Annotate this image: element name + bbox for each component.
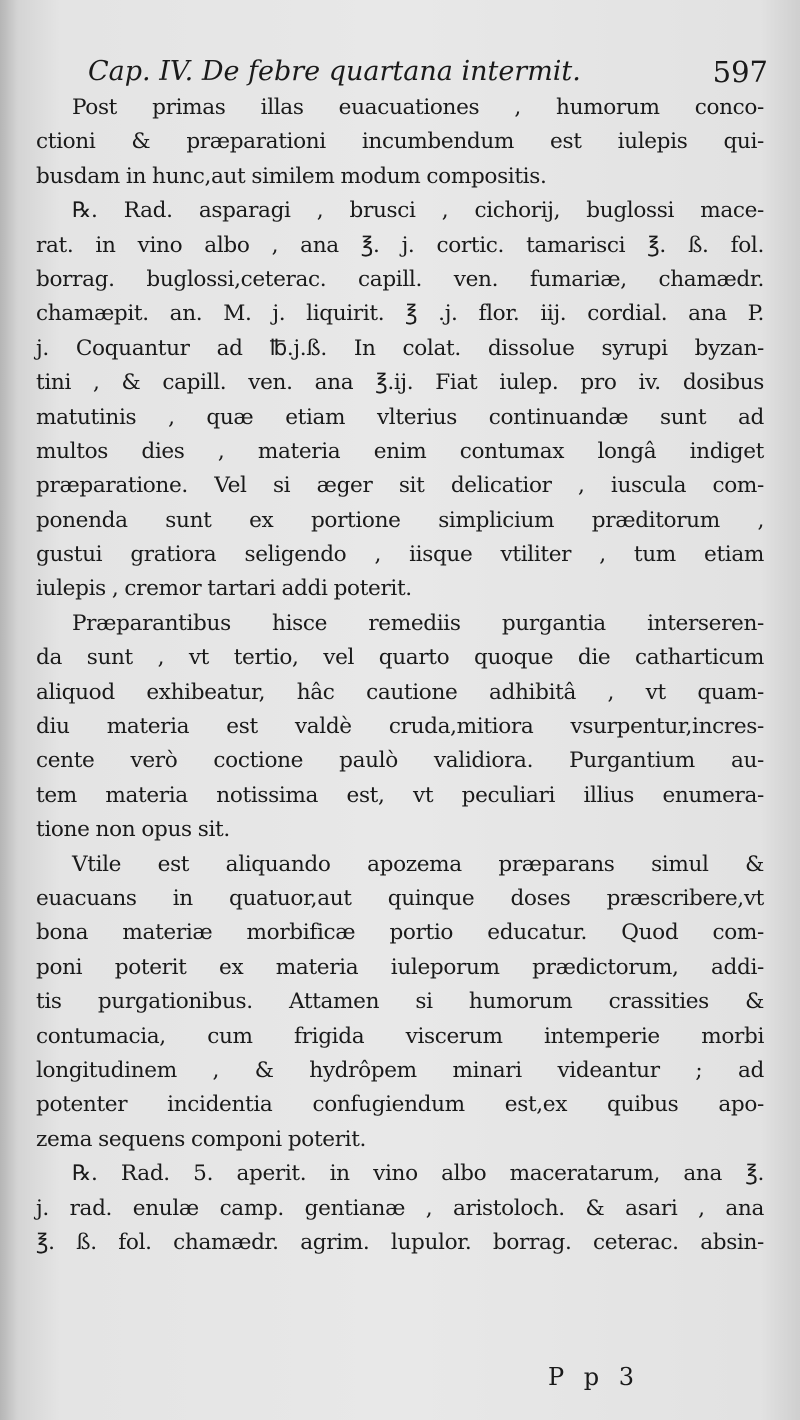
text-line: borrag. buglossi,ceterac. capill. ven. fumariæ, chamædr. bbox=[36, 266, 764, 292]
text-line: ℞. Rad. asparagi , brusci , cichorij, buglossi mace- bbox=[72, 198, 764, 224]
text-line: j. Coquantur ad ℔.j.ß. In colat. dissolue syrupi byzan- bbox=[36, 335, 764, 361]
text-line: da sunt , vt tertio, vel quarto quoque die catharticum bbox=[36, 645, 764, 671]
paragraph bbox=[36, 848, 764, 1158]
text-line: ctioni & præparationi incumbendum est iulepis qui- bbox=[36, 129, 764, 155]
page-number: 597 bbox=[712, 55, 768, 89]
text-line: multos dies , materia enim contumax longâ indiget bbox=[36, 438, 764, 464]
text-line: gustui gratiora seligendo , iisque vtiliter , tum etiam bbox=[36, 542, 764, 568]
text-line: cente verò coctione paulò validiora. Purgantium au- bbox=[36, 748, 764, 774]
signature-mark: P p 3 bbox=[548, 1363, 641, 1391]
text-line: potenter incidentia confugiendum est,ex quibus apo- bbox=[36, 1092, 764, 1118]
text-line: busdam in hunc,aut similem modum compositis. bbox=[36, 163, 547, 189]
text-line: iulepis , cremor tartari addi poterit. bbox=[36, 576, 412, 602]
text-line: zema sequens componi poterit. bbox=[36, 1126, 367, 1152]
text-line: diu materia est valdè cruda,mitiora vsurpentur,incres- bbox=[36, 714, 764, 740]
text-line: longitudinem , & hydrôpem minari videantur ; ad bbox=[36, 1057, 764, 1083]
text-line: tione non opus sit. bbox=[36, 817, 230, 843]
text-line: ponenda sunt ex portione simplicium præditorum , bbox=[36, 507, 764, 533]
text-line: tis purgationibus. Attamen si humorum crassities & bbox=[36, 989, 764, 1015]
text-line: j. rad. enulæ camp. gentianæ , aristoloch. & asari , ana bbox=[36, 1195, 764, 1221]
text-line: aliquod exhibeatur, hâc cautione adhibitâ , vt quam- bbox=[36, 679, 764, 705]
text-line: præparatione. Vel si æger sit delicatior , iuscula com- bbox=[36, 473, 764, 499]
paragraph bbox=[36, 194, 764, 607]
text-line: Præparantibus hisce remediis purgantia interseren- bbox=[72, 610, 764, 636]
text-line: rat. in vino albo , ana ℥. j. cortic. tamarisci ℥. ß. fol. bbox=[36, 232, 764, 258]
text-line: Post primas illas euacuationes , humorum conco- bbox=[72, 95, 764, 120]
body-text bbox=[36, 91, 764, 1260]
running-header bbox=[88, 50, 768, 94]
text-line: tini , & capill. ven. ana ℥.ij. Fiat iulep. pro iv. dosibus bbox=[36, 370, 764, 396]
text-line: contumacia, cum frigida viscerum intemperie morbi bbox=[36, 1023, 764, 1049]
text-line: euacuans in quatuor,aut quinque doses præscribere,vt bbox=[36, 885, 764, 911]
paragraph bbox=[36, 91, 764, 194]
paragraph bbox=[36, 1157, 764, 1260]
text-line: bona materiæ morbificæ portio educatur. Quod com- bbox=[36, 920, 764, 946]
text-line: ℥. ß. fol. chamædr. agrim. lupulor. borrag. ceterac. absin- bbox=[36, 1229, 764, 1255]
text-line: tem materia notissima est, vt peculiari illius enumera- bbox=[36, 782, 764, 808]
text-line: chamæpit. an. M. j. liquirit. ℥ .j. flor. iij. cordial. ana P. bbox=[36, 301, 764, 327]
paragraph bbox=[36, 607, 764, 848]
running-title: Cap. IV. De febre quartana intermit. bbox=[88, 56, 581, 87]
text-line: matutinis , quæ etiam vlterius continuandæ sunt ad bbox=[36, 404, 764, 430]
text-line: Vtile est aliquando apozema præparans simul & bbox=[72, 851, 764, 877]
text-line: poni poterit ex materia iuleporum prædictorum, addi- bbox=[36, 954, 764, 980]
text-line: ℞. Rad. 5. aperit. in vino albo maceratarum, ana ℥. bbox=[72, 1161, 764, 1187]
